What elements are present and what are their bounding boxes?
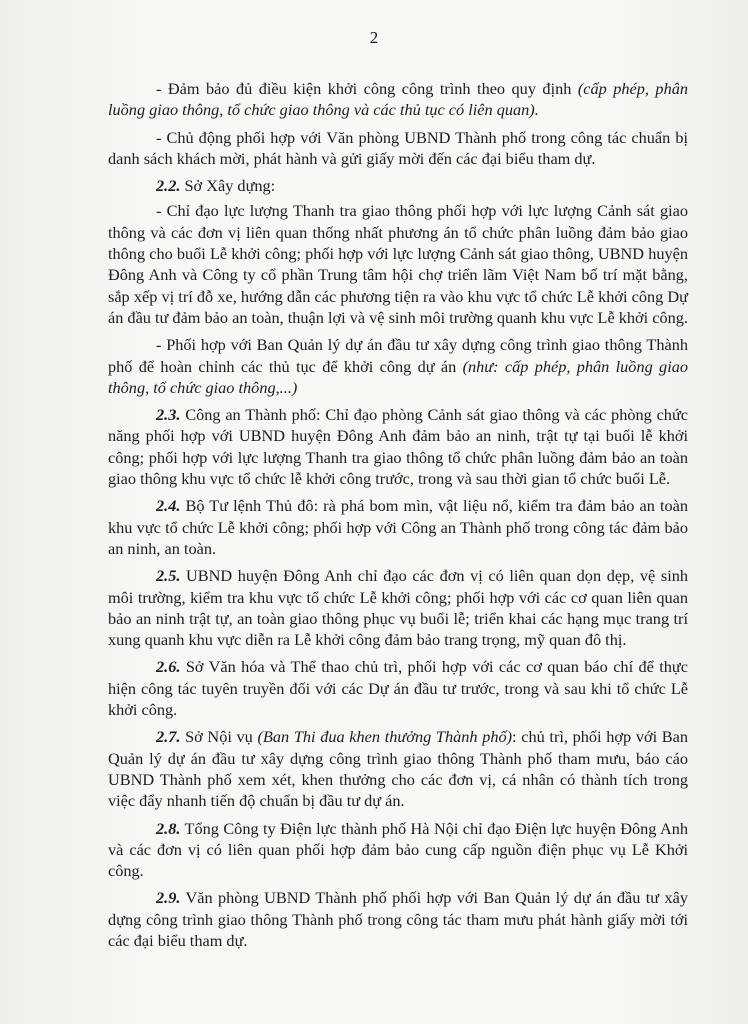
- section-2-7: [108, 726, 688, 811]
- section-number: 2.7.: [156, 727, 181, 747]
- section-2-3: [108, 404, 688, 489]
- section-heading-2-2: [108, 175, 688, 196]
- paragraph-text: - Phối hợp với Ban Quản lý dự án đầu tư xây dựng công trình giao thông Thành phố để hoàn chỉnh các thủ tục để khởi công dự án: [108, 335, 688, 376]
- section-2-5: [108, 565, 688, 650]
- section-text: Sở Văn hóa và Thể thao chủ trì, phối hợp với các cơ quan báo chí để thực hiện công tác tuyên truyền đối với các Dự án đầu tư trước, trong và sau khi tổ chức Lễ khởi công.: [108, 657, 688, 720]
- section-number: 2.4.: [156, 496, 181, 516]
- section-text-continued: : chủ trì, phối hợp với Ban Quản lý dự án đầu tư xây dựng công trình giao thông Thành phố tham mưu, báo cáo UBND Thành phố xem xét, khen thưởng cho các đơn vị, cá nhân có thành tích trong việc đẩy nhanh tiến độ chuẩn bị đầu tư dự án.: [108, 727, 688, 811]
- paragraph-text: - Đảm bảo đủ điều kiện khởi công công trình theo quy định: [156, 79, 578, 98]
- section-2-4: [108, 495, 688, 559]
- page-number: 2: [369, 28, 379, 47]
- section-2-9: [108, 887, 688, 951]
- paragraph-traffic-inspection: [108, 200, 688, 328]
- section-number: 2.3.: [156, 405, 181, 425]
- paragraph-text: - Chỉ đạo lực lượng Thanh tra giao thông phối hợp với lực lượng Cảnh sát giao thông và các đơn vị liên quan thống nhất phương án tổ chức phân luồng đảm bảo giao thông cho buổi Lễ khởi công; phối hợp với lực lượng Cảnh sát giao thông, UBND huyện Đông Anh và Công ty cổ phần Trung tâm hội chợ triển lãm Việt Nam bố trí mặt bằng, sắp xếp vị trí đỗ xe, hướng dẫn các phương tiện ra vào khu vực tổ chức Lễ khởi công Dự án đầu tư đảm bảo an toàn, thuận lợi và vệ sinh môi trường quanh khu vực Lễ khởi công.: [108, 201, 688, 327]
- section-text: Công an Thành phố: Chỉ đạo phòng Cảnh sát giao thông và các phòng chức năng phối hợp với UBND huyện Đông Anh đảm bảo an ninh, trật tự tại buổi lễ khởi công; phối hợp với lực lượng Thanh tra giao thông tổ chức phân luồng đảm bảo an toàn giao thông khu vực tổ chức lễ khởi công trước, trong và sau thời gian tổ chức buổi Lễ.: [108, 405, 688, 489]
- document-body: [108, 78, 688, 957]
- section-text: Văn phòng UBND Thành phố phối hợp với Ban Quản lý dự án đầu tư xây dựng công trình giao thông Thành phố trong công tác tham mưu phát hành giấy mời tới các đại biểu tham dự.: [108, 888, 688, 950]
- section-text: Bộ Tư lệnh Thủ đô: rà phá bom mìn, vật liệu nổ, kiểm tra đảm bảo an toàn khu vực tổ chức Lễ khởi công; phối hợp với Công an Thành phố trong công tác đảm bảo an ninh, an toàn.: [108, 496, 688, 558]
- section-number: 2.5.: [156, 566, 181, 586]
- paragraph-italic-note: (cấp phép, phân luồng giao thông, tổ chức giao thông và các thủ tục có liên quan).: [108, 79, 688, 120]
- section-number: 2.9.: [156, 888, 181, 908]
- section-text: Tổng Công ty Điện lực thành phố Hà Nội chỉ đạo Điện lực huyện Đông Anh và các đơn vị có liên quan phối hợp đảm bảo cung cấp nguồn điện phục vụ Lễ Khởi công.: [108, 818, 688, 881]
- paragraph-text: - Chủ động phối hợp với Văn phòng UBND Thành phố trong công tác chuẩn bị danh sách khách mời, phát hành và gửi giấy mời đến các đại biểu tham dự.: [108, 127, 688, 168]
- section-number: 2.2.: [156, 176, 181, 196]
- paragraph-project-procedures: [108, 334, 688, 398]
- paragraph-italic-note: (như: cấp phép, phân luồng giao thông, tổ chức giao thông,...): [108, 356, 688, 397]
- section-number: 2.6.: [156, 657, 181, 677]
- section-2-8: [108, 818, 688, 882]
- section-number: 2.8.: [156, 818, 181, 838]
- section-text: UBND huyện Đông Anh chỉ đạo các đơn vị có liên quan dọn dẹp, vệ sinh môi trường, kiểm tra khu vực tổ chức Lễ khởi công; phối hợp với các cơ quan liên quan bảo an ninh trật tự, an toàn giao thông phục vụ buổi lễ; triển khai các hạng mục trang trí xung quanh khu vực diễn ra Lễ khởi công đảm bảo trang trọng, mỹ quan đô thị.: [108, 566, 688, 650]
- paragraph-italic-note: (Ban Thi đua khen thưởng Thành phố): [257, 727, 513, 747]
- paragraph-permits: [108, 78, 688, 121]
- paragraph-guest-list: [108, 127, 688, 170]
- section-2-6: [108, 656, 688, 720]
- section-text: Sở Nội vụ: [180, 727, 258, 747]
- section-title: Sở Xây dựng:: [180, 176, 276, 196]
